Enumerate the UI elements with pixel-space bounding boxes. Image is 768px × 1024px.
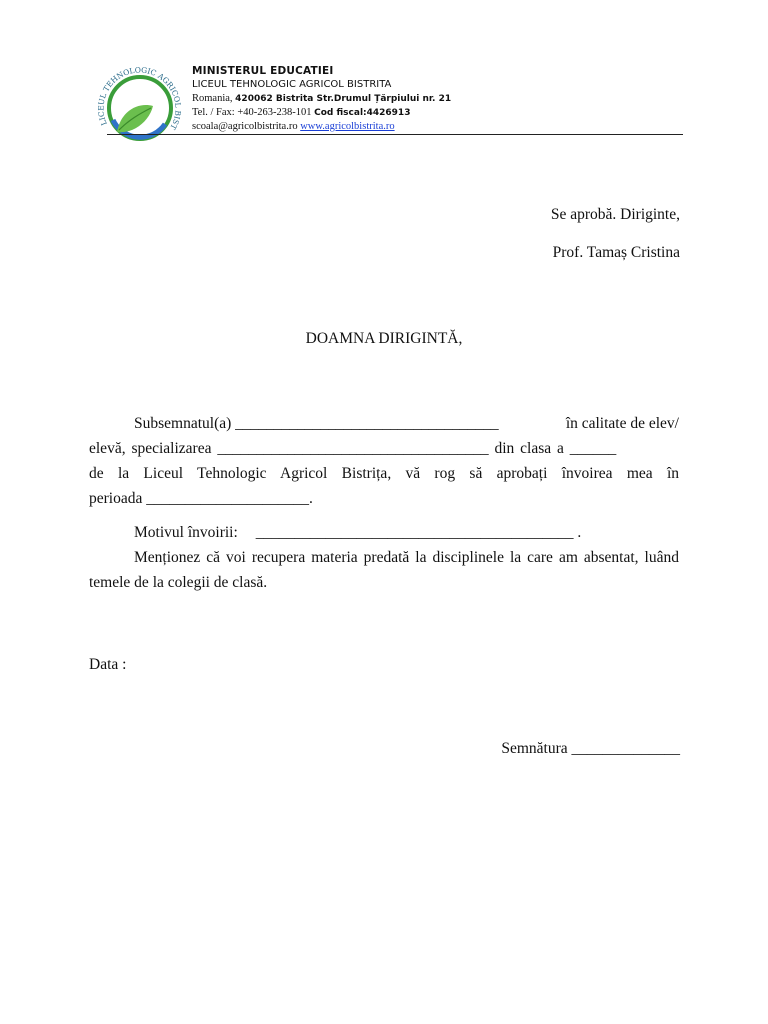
teacher-name: Prof. Tamaș Cristina xyxy=(552,244,680,261)
address-line xyxy=(192,92,451,106)
ministry-name: MINISTERUL EDUCATIEI xyxy=(192,65,334,77)
school-name: LICEUL TEHNOLOGIC AGRICOL BISTRITA xyxy=(192,79,392,90)
email-address: scoala@agricolbistrita.ro xyxy=(192,121,298,132)
reason-label: Motivul învoirii: xyxy=(134,524,238,541)
fiscal-code: Cod fiscal:4426913 xyxy=(314,108,411,118)
address-detail: 420062 Bistrita Str.Drumul Țărpiului nr. 21 xyxy=(235,94,452,104)
phone-line xyxy=(192,106,451,120)
school-logo xyxy=(95,62,185,152)
approval-line: Se aprobă. Diriginte, xyxy=(550,206,680,223)
website-link[interactable]: www.agricolbistrita.ro xyxy=(300,121,395,132)
recovery-paragraph: Menționez că voi recupera materia predată la disciplinele la care am absentat, luând temele de la colegii de clasă. xyxy=(89,549,679,591)
header-divider xyxy=(107,134,683,135)
reason-blank: _________________________________________ . xyxy=(255,524,582,541)
date-label: Data : xyxy=(89,656,127,673)
letterhead xyxy=(192,64,451,134)
request-line-1b: în calitate de elev/ xyxy=(565,415,679,432)
letter-title: DOAMNA DIRIGINTĂ, xyxy=(305,330,463,347)
request-line-1a: Subsemnatul(a) __________________________________ xyxy=(134,415,499,432)
phone-number: Tel. / Fax: +40-263-238-101 xyxy=(192,107,315,118)
signature-label: Semnătura ______________ xyxy=(501,740,680,757)
contact-line xyxy=(192,120,451,134)
request-line-2: elevă, specializarea ___________________________________ din clasa a ______ xyxy=(89,440,617,457)
reason-paragraph xyxy=(89,520,679,595)
address-prefix: Romania, xyxy=(192,93,236,104)
request-line-3: de la Liceul Tehnologic Agricol Bistrița, vă rog să aprobați învoirea mea în xyxy=(89,465,679,482)
request-line-4: perioada _____________________. xyxy=(89,490,313,507)
request-paragraph xyxy=(89,411,679,511)
logo-arc-text: LICEUL TEHNOLOGIC AGRICOL BIST xyxy=(96,65,183,132)
